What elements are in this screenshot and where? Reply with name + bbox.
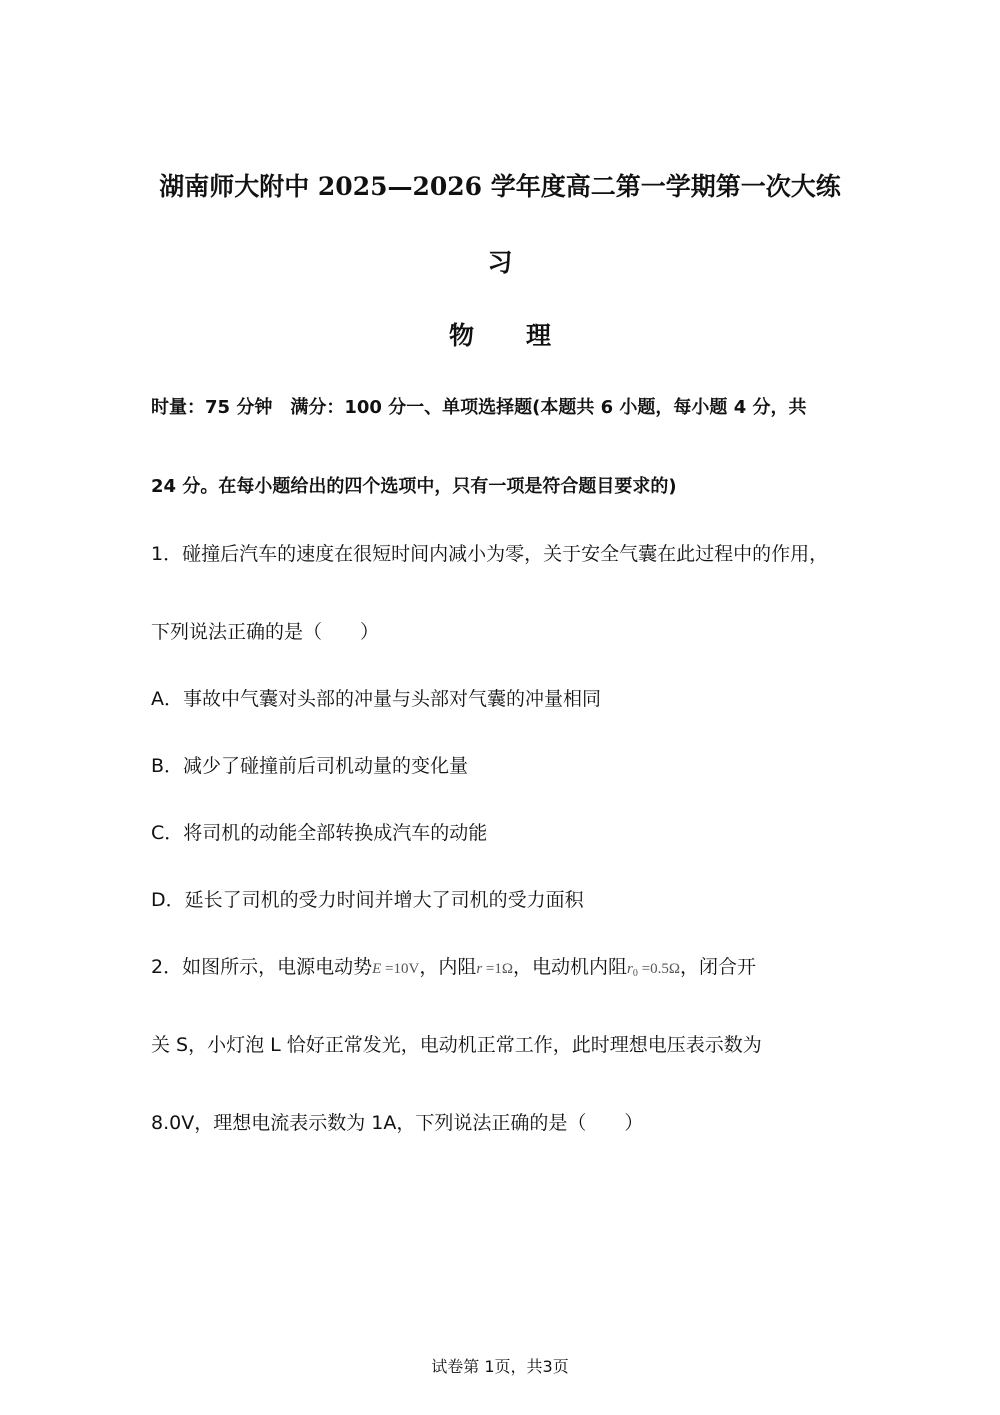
emf-value: =10V bbox=[385, 961, 420, 977]
exam-title-line2: 习 bbox=[487, 248, 513, 277]
internal-resistance-formula bbox=[476, 961, 513, 977]
q1-option-b: B．减少了碰撞前后司机动量的变化量 bbox=[151, 755, 469, 777]
q2-text-part2: ，内阻 bbox=[419, 956, 477, 978]
emf-formula bbox=[372, 961, 419, 977]
q1-option-a: A．事故中气囊对头部的冲量与头部对气囊的冲量相同 bbox=[151, 688, 601, 710]
page-footer: 试卷第 1页，共3页 bbox=[431, 1357, 569, 1376]
r0-symbol: r bbox=[627, 961, 633, 977]
q1-option-c: C．将司机的动能全部转换成汽车的动能 bbox=[151, 822, 488, 844]
q2-stem-line2: 关 S，小灯泡 L 恰好正常发光，电动机正常工作，此时理想电压表示数为 bbox=[151, 1034, 762, 1056]
instructions-line1: 时量：75 分钟 满分：100 分一、单项选择题(本题共 6 小题，每小题 4 分，共 bbox=[151, 397, 807, 418]
r0-value: =0.5Ω bbox=[641, 961, 680, 977]
r0-subscript: 0 bbox=[632, 968, 638, 979]
exam-title-line1: 湖南师大附中 2025—2026 学年度高二第一学期第一次大练 bbox=[159, 172, 841, 201]
q2-text-part3: ，电动机内阻 bbox=[513, 956, 628, 978]
q2-stem-line3: 8.0V，理想电流表示数为 1A，下列说法正确的是（ ） bbox=[151, 1112, 644, 1134]
q2-stem-line1 bbox=[151, 955, 756, 986]
q1-stem-line1: 1．碰撞后汽车的速度在很短时间内减小为零，关于安全气囊在此过程中的作用， bbox=[151, 543, 829, 565]
emf-symbol: E bbox=[372, 961, 382, 977]
q2-text-part4: ，闭合开 bbox=[680, 956, 757, 978]
q2-text-part1: 2．如图所示，电源电动势 bbox=[151, 956, 373, 978]
q1-stem-line2: 下列说法正确的是（ ） bbox=[151, 621, 380, 643]
motor-resistance-formula bbox=[627, 961, 680, 977]
r-value: =1Ω bbox=[485, 961, 514, 977]
subject-title: 物理 bbox=[448, 321, 603, 350]
instructions-line2: 24 分。在每小题给出的四个选项中，只有一项是符合题目要求的) bbox=[151, 476, 677, 497]
r-symbol: r bbox=[476, 961, 483, 977]
q1-option-d: D．延长了司机的受力时间并增大了司机的受力面积 bbox=[151, 889, 584, 911]
